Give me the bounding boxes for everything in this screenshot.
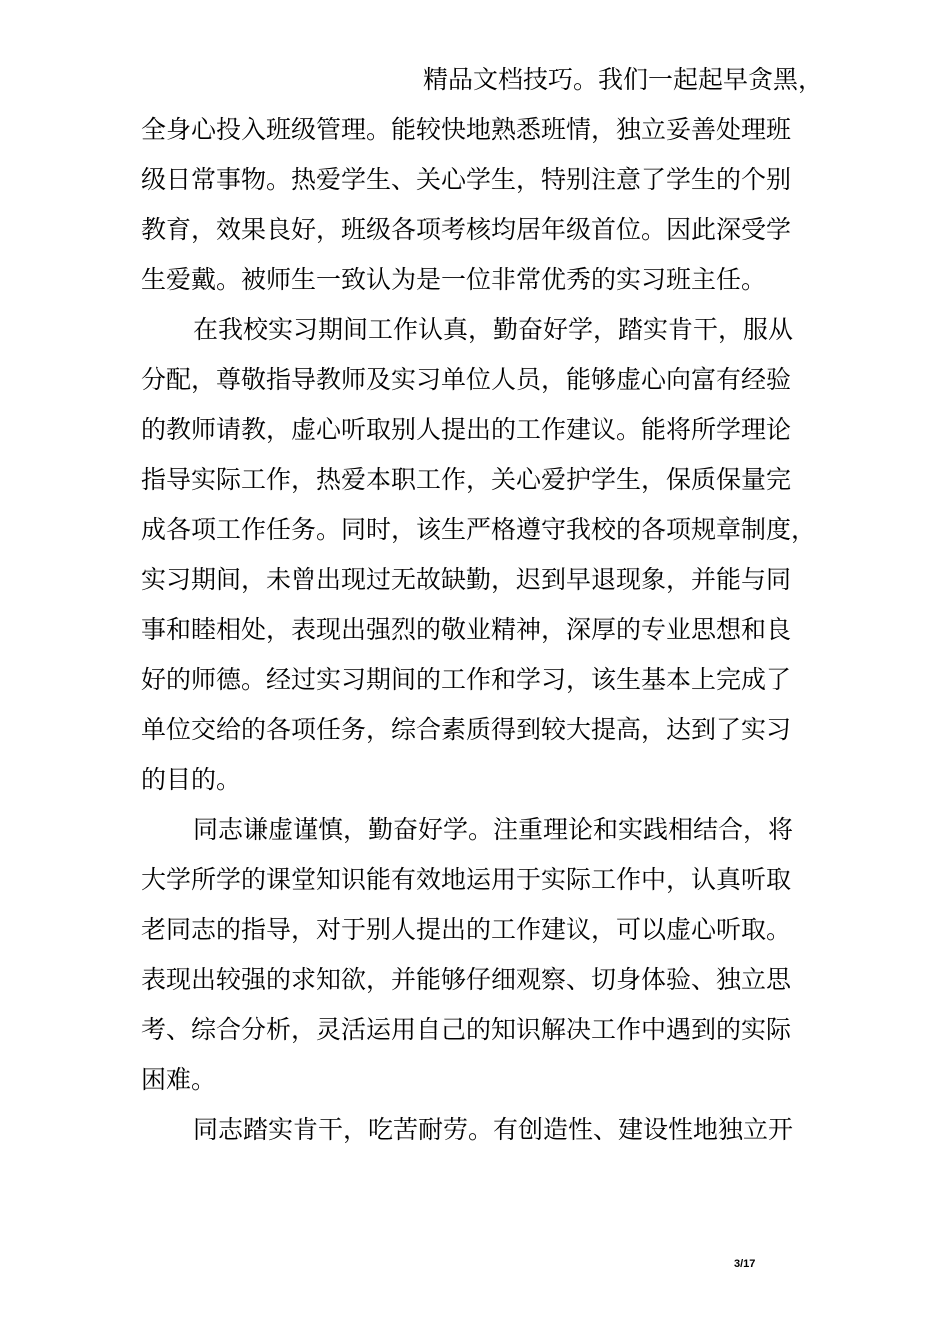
text-line: 成各项工作任务。同时，该生严格遵守我校的各项规章制度， [141, 515, 817, 544]
text-line: 的教师请教，虚心听取别人提出的工作建议。能将所学理论 [141, 415, 792, 444]
text-line: 生爱戴。被师生一致认为是一位非常优秀的实习班主任。 [141, 265, 767, 294]
text-line: 大学所学的课堂知识能有效地运用于实际工作中，认真听取 [141, 865, 792, 894]
text-line: 表现出较强的求知欲，并能够仔细观察、切身体验、独立思 [141, 965, 792, 994]
text-line: 实习期间，未曾出现过无故缺勤，迟到早退现象，并能与同 [141, 565, 792, 594]
text-line: 全身心投入班级管理。能较快地熟悉班情，独立妥善处理班 [141, 115, 792, 144]
text-line: 教育，效果良好，班级各项考核均居年级首位。因此深受学 [141, 215, 792, 244]
text-line: 好的师德。经过实习期间的工作和学习，该生基本上完成了 [141, 665, 792, 694]
text-line: 单位交给的各项任务，综合素质得到较大提高，达到了实习 [141, 715, 792, 744]
text-line: 精品文档技巧。我们一起起早贪黑， [423, 65, 824, 94]
text-line: 指导实际工作，热爱本职工作，关心爱护学生，保质保量完 [141, 465, 792, 494]
page-number: 3/17 [734, 1258, 756, 1270]
paragraph-start-line: 同志谦虚谨慎，勤奋好学。注重理论和实践相结合，将 [193, 815, 794, 844]
text-line: 考、综合分析，灵活运用自己的知识解决工作中遇到的实际 [141, 1015, 792, 1044]
paragraph-start-line: 在我校实习期间工作认真，勤奋好学，踏实肯干，服从 [193, 315, 794, 344]
text-line: 困难。 [141, 1065, 217, 1094]
text-line: 事和睦相处，表现出强烈的敬业精神，深厚的专业思想和良 [141, 615, 792, 644]
text-line: 老同志的指导，对于别人提出的工作建议，可以虚心听取。 [141, 915, 792, 944]
paragraph-start-line: 同志踏实肯干，吃苦耐劳。有创造性、建设性地独立开 [193, 1115, 794, 1144]
text-line: 分配，尊敬指导教师及实习单位人员，能够虚心向富有经验 [141, 365, 792, 394]
text-line: 的目的。 [141, 765, 242, 794]
text-line: 级日常事物。热爱学生、关心学生，特别注意了学生的个别 [141, 165, 792, 194]
